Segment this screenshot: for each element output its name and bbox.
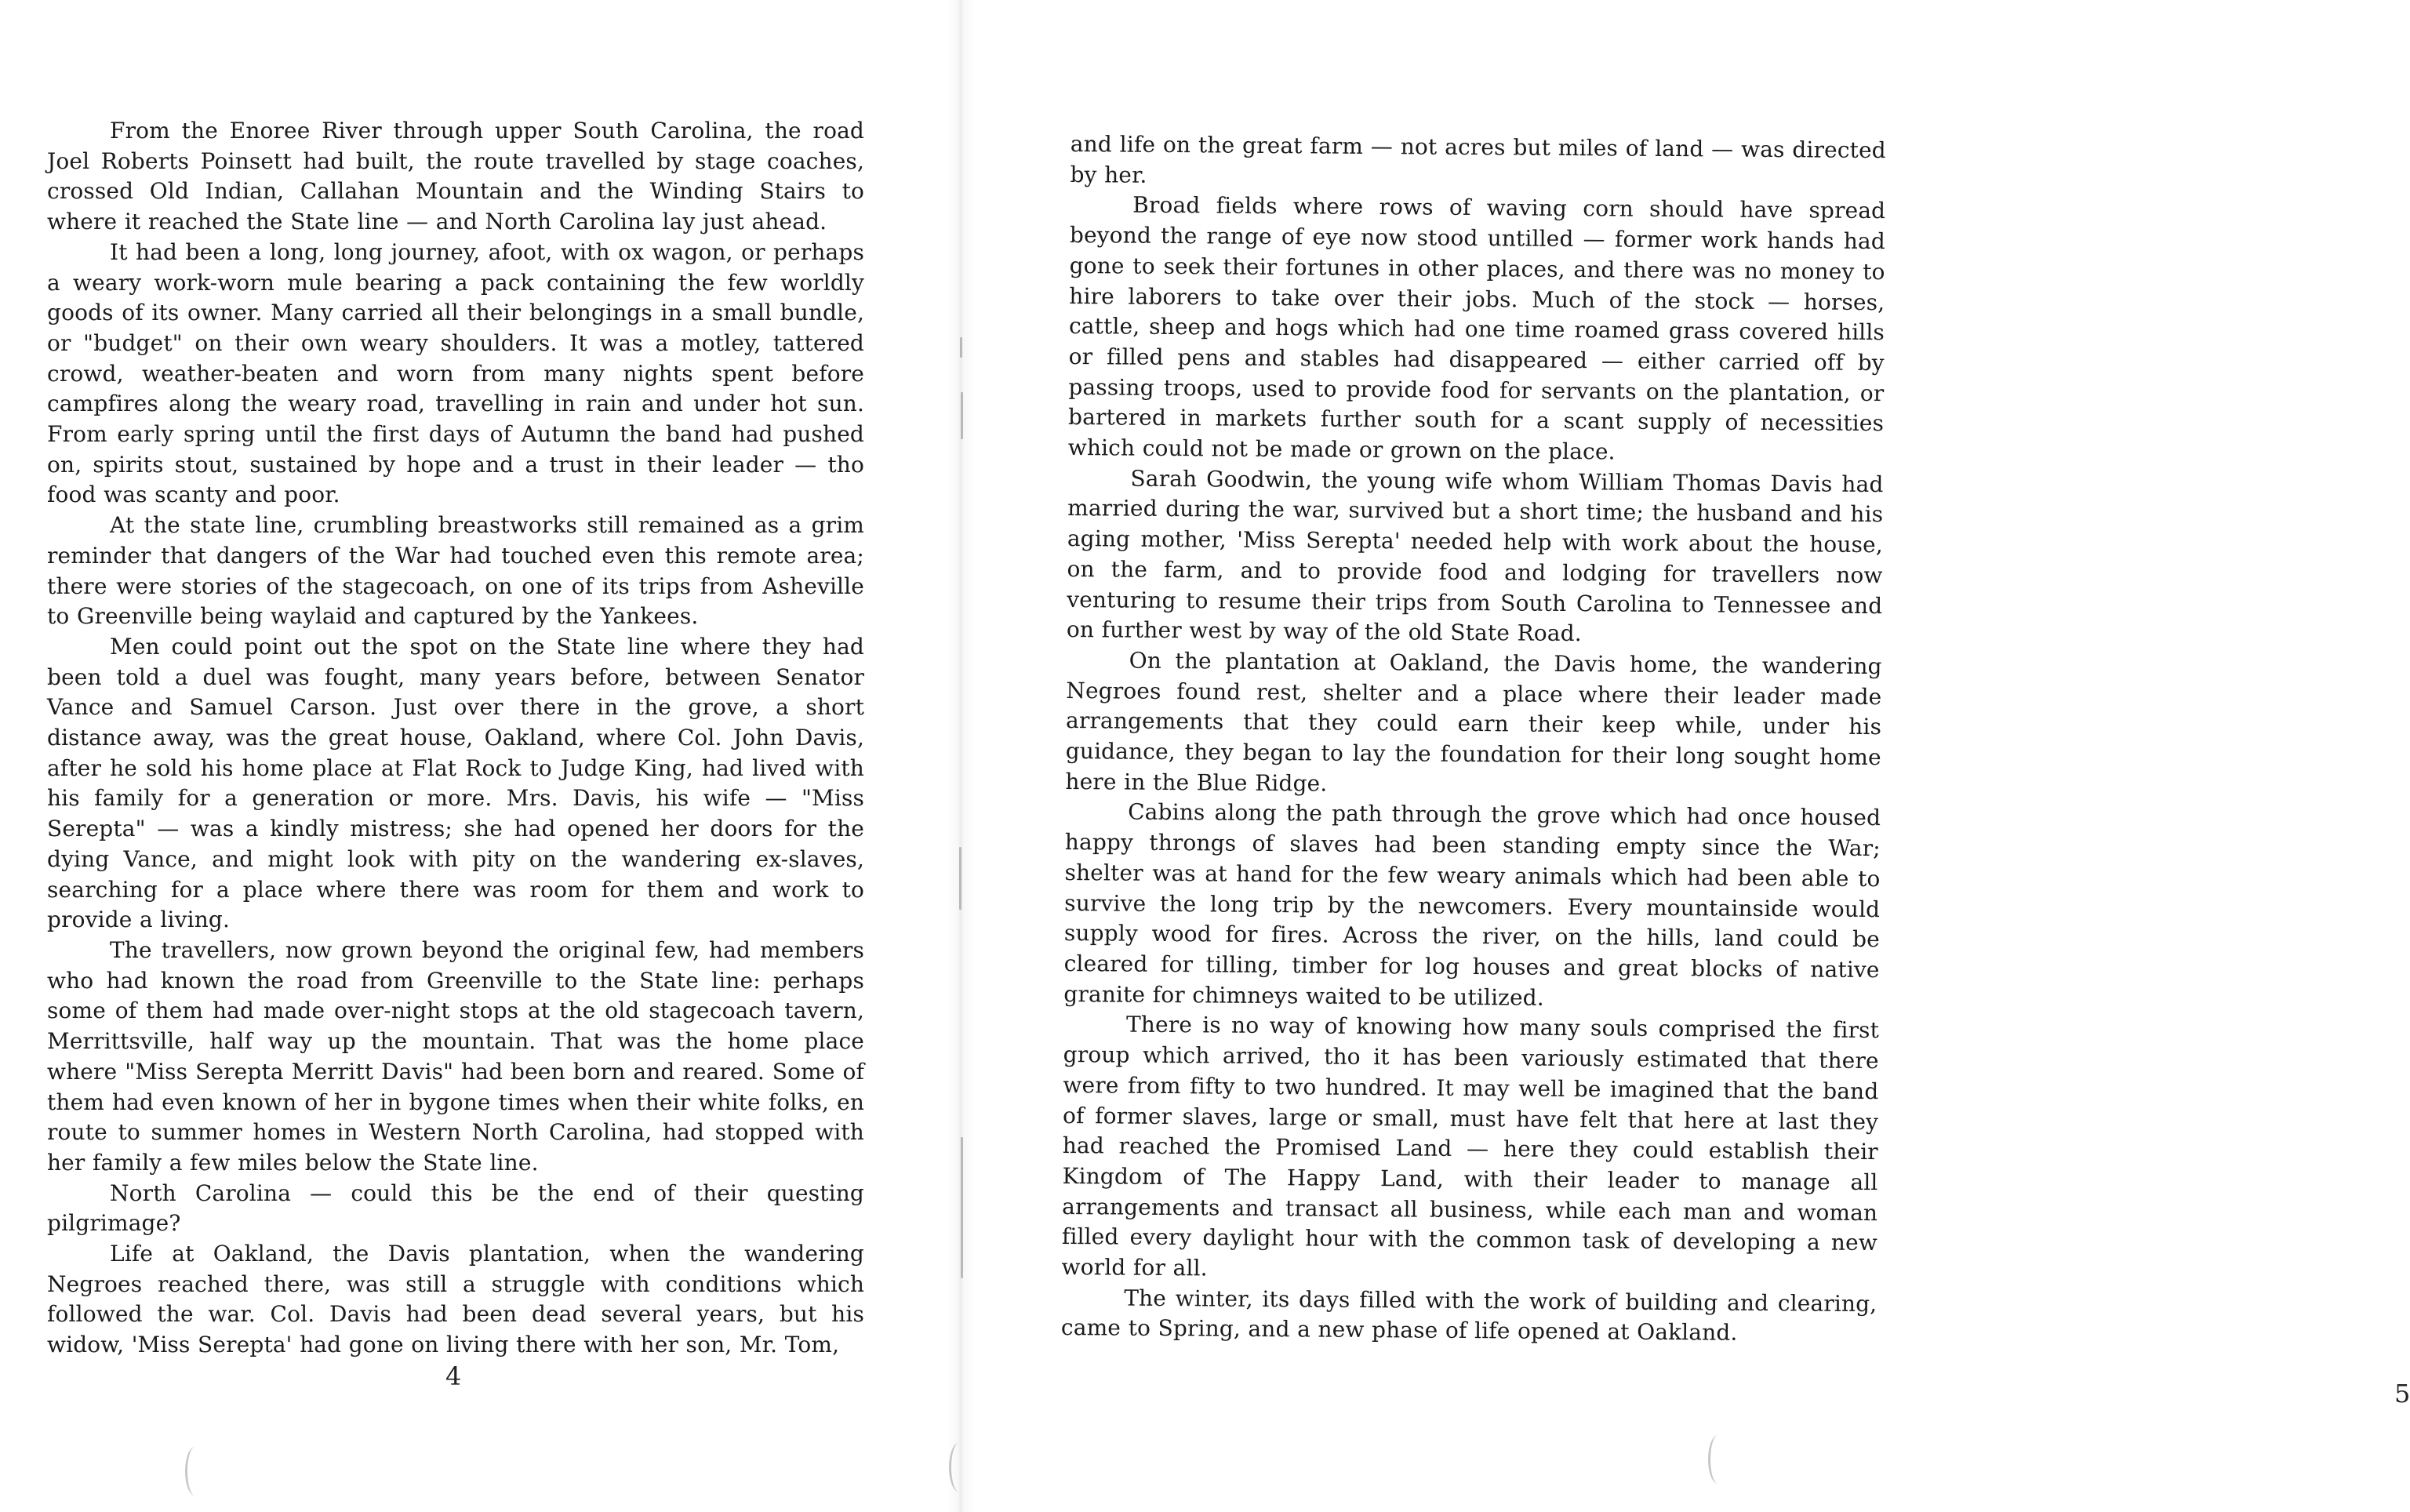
paragraph: The travellers, now grown beyond the original few, had members who had known the road from Greenville to the State line: perhaps some of them had made over-night stops at the old stagecoach tavern, Merrittsville, half way up the mountain. That was the home place where "Miss Serepta Merritt Davis" had been born and reared. Some of them had even known of her in bygone times when their white folks, en route to summer homes in Western North Carolina, had stopped with her family a few miles below the State line. [47,936,864,1176]
right-page [961,0,2410,1512]
paragraph: Broad fields where rows of waving corn should have spread beyond the range of eye now stood untilled — former work hands had gone to seek their fortunes in other places, and there was no money to hire laborers to take over their jobs. Much of the stock — horses, cattle, sheep and hogs which had one time roamed grass covered hills or filled pens and stables had disappeared — either carried off by passing troops, used to provide food for servants on the plantation, or bartered in markets further south for a scant supply of necessities which could not be made or grown on the place. [1067,192,1886,465]
page-number: 5 [2394,1379,2410,1408]
paragraph: Sarah Goodwin, the young wife whom William Thomas Davis had married during the war, survived but a short time; the husband and his aging mother, 'Miss Serepta' needed help with work about the house, on the farm, and to provide food and lodging for travellers now venturing to resume their trips from South Carolina to Tennessee and on further west by way of the old State Road. [1066,465,1884,647]
left-page [0,0,961,1512]
paragraph: From the Enoree River through upper South Carolina, the road Joel Roberts Poinsett had built, the route travelled by stage coaches, crossed Old Indian, Callahan Mountain and the Winding Stairs to where it reached the State line — and North Carolina lay just ahead. [47,118,864,235]
paragraph: The winter, its days filled with the work of building and clearing, came to Spring, and a new phase of life opened at Oakland. [1060,1285,1877,1347]
paragraph: On the plantation at Oakland, the Davis home, the wandering Negroes found rest, shelter and a place where their leader made arrangements that they could earn their keep while, under his guidance, they began to lay the foundation for their long sought home here in the Blue Ridge. [1065,647,1882,797]
paragraph: Cabins along the path through the grove which had once housed happy throngs of slaves had been standing empty since the War; shelter was at hand for the few weary animals which had been able to survive the long trip by the newcomers. Every mountainside would supply wood for fires. Across the river, on the hills, land could be cleared for tilling, timber for log houses and great blocks of native granite for chimneys waited to be utilized. [1063,799,1881,1011]
page-curl-mark [185,1447,205,1496]
paragraph: At the state line, crumbling breastworks still remained as a grim reminder that dangers of the War had touched even this remote area; there were stories of the stagecoach, on one of its trips from Asheville to Greenville being waylaid and captured by the Yankees. [47,512,864,630]
paragraph: North Carolina — could this be the end of their questing pilgrimage? [47,1179,864,1237]
paragraph-continuation: and life on the great farm — not acres but miles of land — was directed by her. [1070,130,1886,188]
page-curl-mark [1708,1435,1728,1484]
left-page-body [47,116,864,1361]
paragraph: Life at Oakland, the Davis plantation, when the wandering Negroes reached there, was still a struggle with conditions which followed the war. Col. Davis had been dead several years, but his widow, 'Miss Serepta' had gone on living there with her son, Mr. Tom, [47,1241,864,1358]
right-page-body [1061,129,1886,1350]
paragraph: Men could point out the spot on the State line where they had been told a duel was fought, many years before, between Senator Vance and Samuel Carson. Just over there in the grove, a short distance away, was the great house, Oakland, where Col. John Davis, after he sold his home place at Flat Rock to Judge King, had lived with his family for a generation or more. Mrs. Davis, his wife — "Miss Serepta" — was a kindly mistress; she had opened her doors for the dying Vance, and might look with pity on the wandering ex-slaves, searching for a place where there was room for them and work to provide a living. [47,633,864,933]
page-number: 4 [445,1361,462,1391]
page-curl-mark [949,1443,969,1492]
paragraph: It had been a long, long journey, afoot, with ox wagon, or perhaps a weary work-worn mule bearing a pack containing the few worldly goods of its owner. Many carried all their belongings in a small bundle, or "budget" on their own weary shoulders. It was a motley, tattered crowd, weather-beaten and worn from many nights spent before campfires along the weary road, travelling in rain and under hot sun. From early spring until the first days of Autumn the band had pushed on, spirits stout, sustained by hope and a trust in their leader — tho food was scanty and poor. [47,238,864,508]
paragraph: There is no way of knowing how many souls comprised the first group which arrived, tho it has been variously estimated that there were from fifty to two hundred. It may well be imagined that the band of former slaves, large or small, must have felt that here at last they had reached the Promised Land — here they could establish their Kingdom of The Happy Land, with their leader to manage all arrangements and transact all business, while each man and woman filled every daylight hour with the common task of developing a new world for all. [1061,1011,1880,1281]
